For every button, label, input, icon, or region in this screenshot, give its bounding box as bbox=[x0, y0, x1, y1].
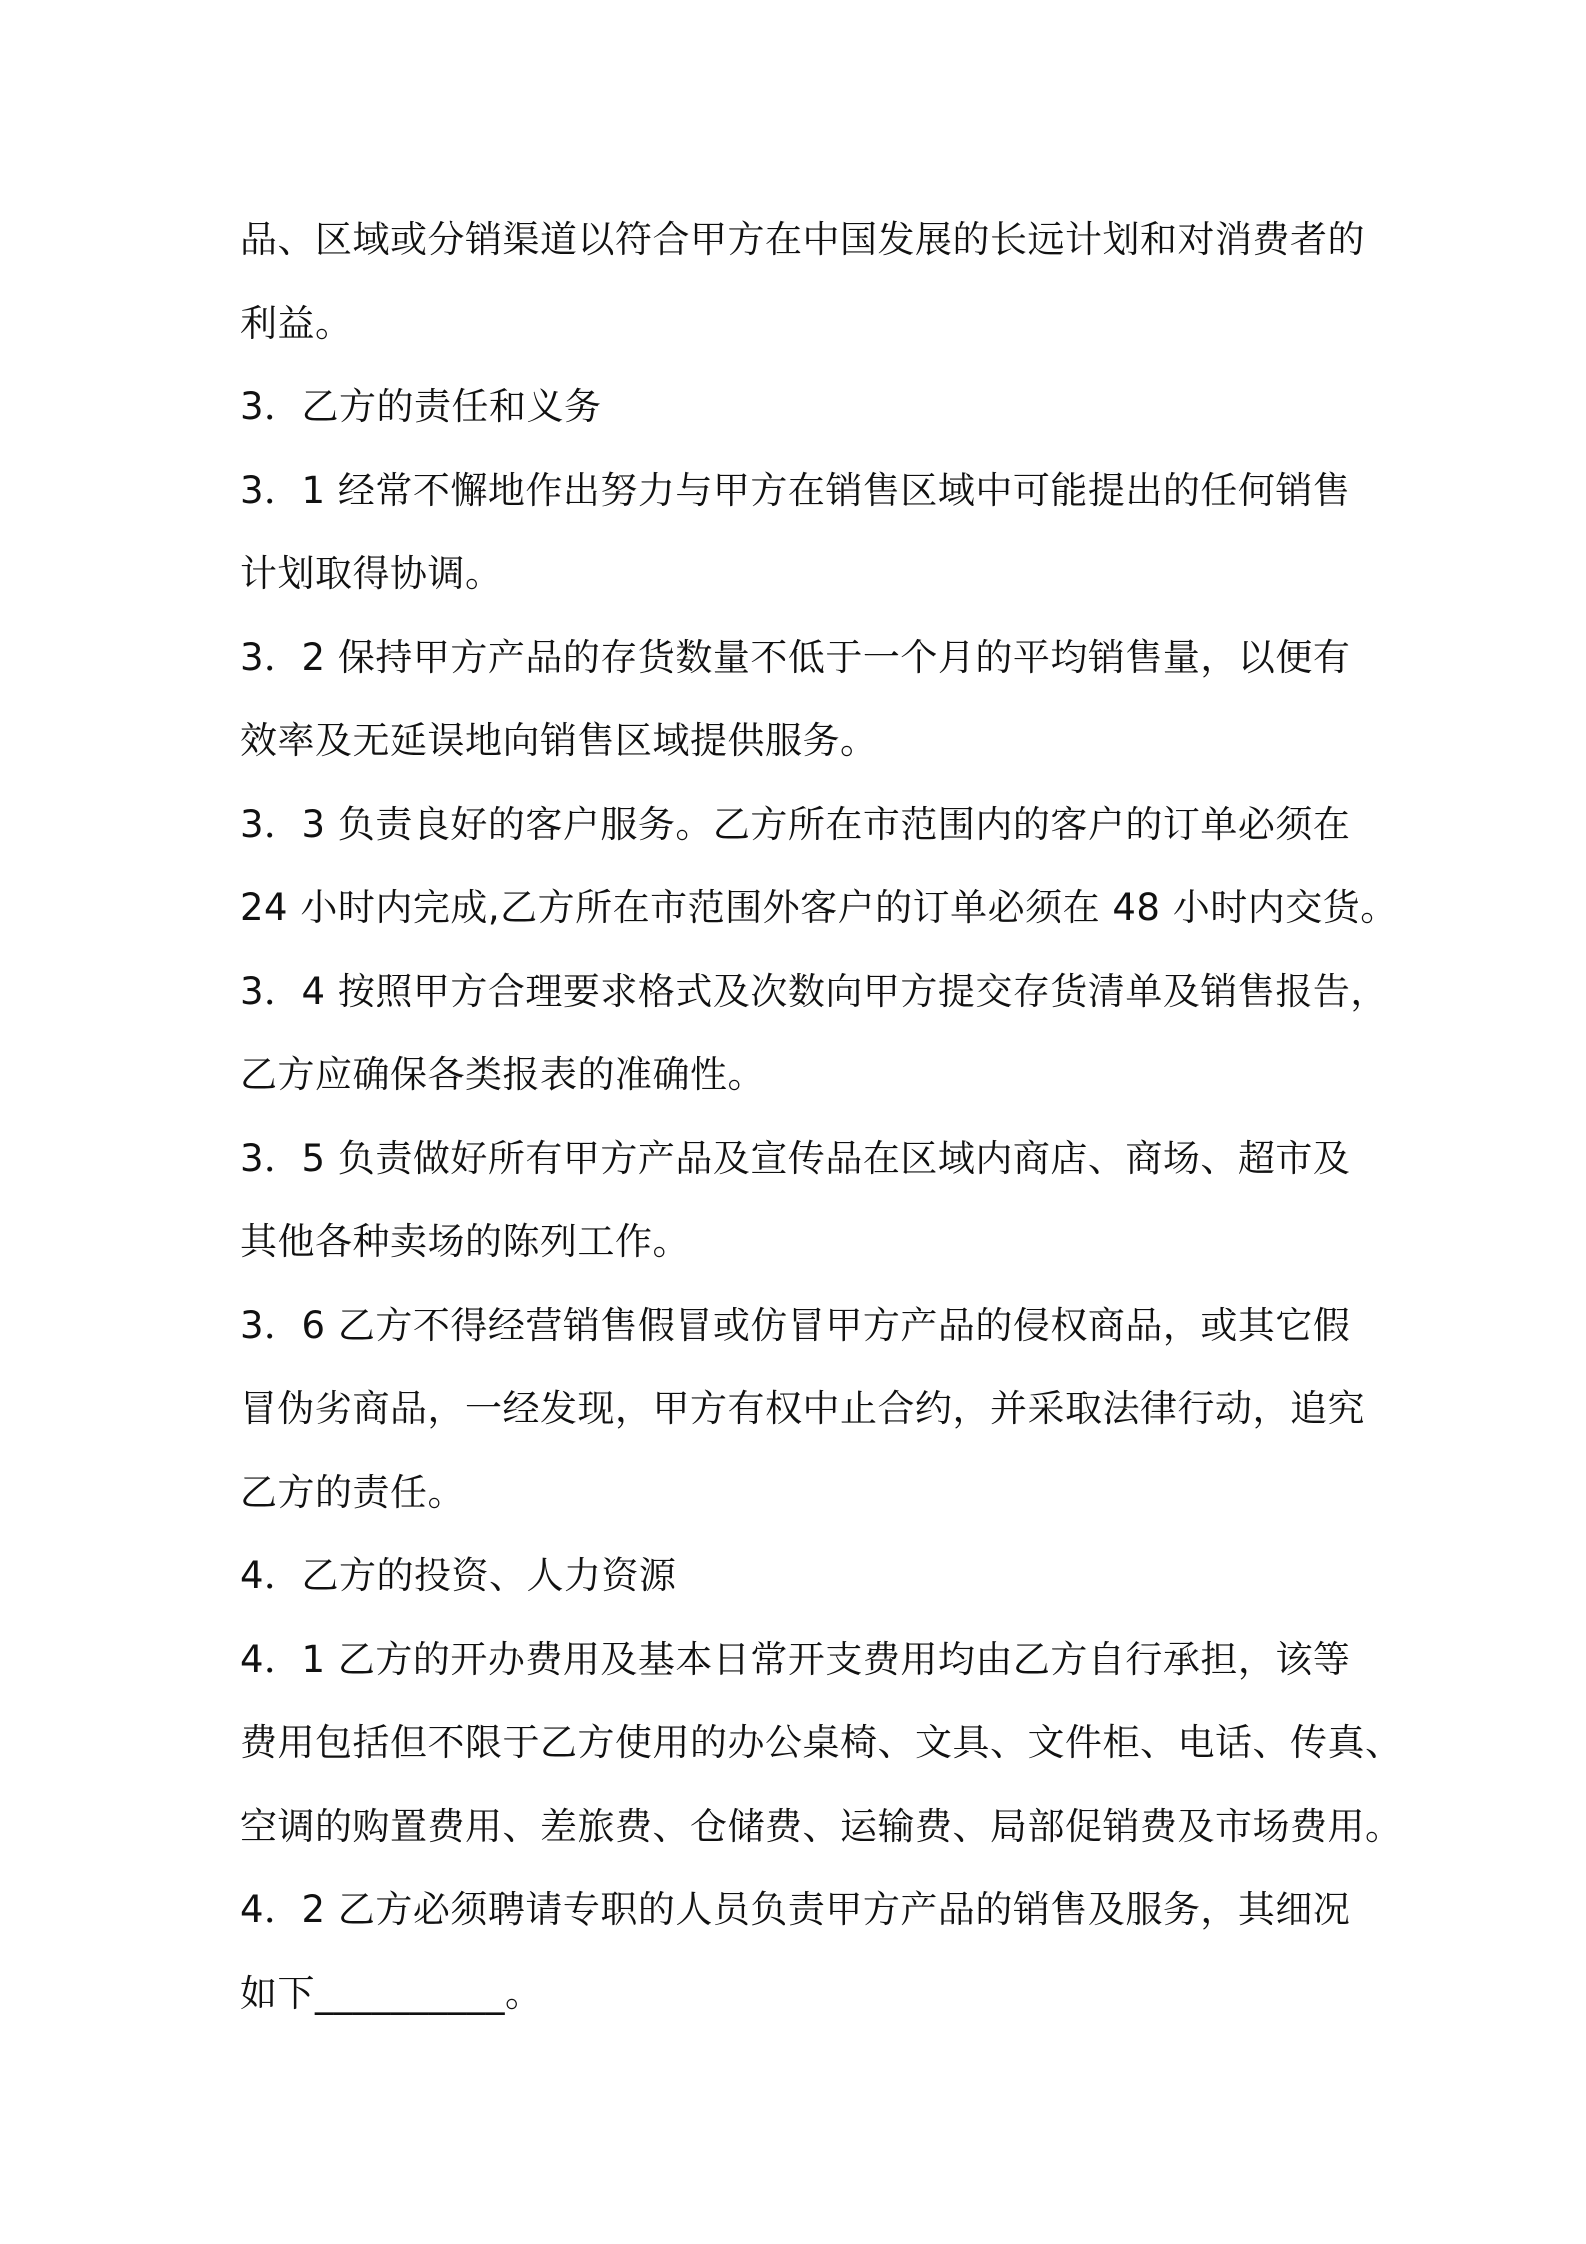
text-line: 4．2 乙方必须聘请专职的人员负责甲方产品的销售及服务，其细况 bbox=[240, 1888, 1351, 1931]
section-heading: 3．乙方的责任和义务 bbox=[240, 385, 602, 428]
text-line: 3．3 负责良好的客户服务。乙方所在市范围内的客户的订单必须在 bbox=[240, 802, 1351, 846]
section-heading: 4．乙方的投资、人力资源 bbox=[240, 1554, 677, 1597]
text-line: 乙方的责任。 bbox=[240, 1470, 465, 1514]
text-line: 乙方应确保各类报表的准确性。 bbox=[240, 1053, 765, 1096]
text-line: 3．4 按照甲方合理要求格式及次数向甲方提交存货清单及销售报告， bbox=[240, 969, 1388, 1013]
text-line: 3．5 负责做好所有甲方产品及宣传品在区域内商店、商场、超市及 bbox=[240, 1136, 1351, 1180]
text-line: 费用包括但不限于乙方使用的办公桌椅、文具、文件柜、电话、传真、 bbox=[240, 1721, 1403, 1764]
text-line: 利益。 bbox=[240, 301, 353, 345]
text-line: 空调的购置费用、差旅费、仓储费、运输费、局部促销费及市场费用。 bbox=[240, 1804, 1403, 1848]
text-line: 计划取得协调。 bbox=[240, 552, 503, 595]
text-line: 4．1 乙方的开办费用及基本日常开支费用均由乙方自行承担，该等 bbox=[240, 1637, 1351, 1681]
text-line: 3．2 保持甲方产品的存货数量不低于一个月的平均销售量，以便有 bbox=[240, 635, 1351, 679]
text-line: 3．6 乙方不得经营销售假冒或仿冒甲方产品的侵权商品，或其它假 bbox=[240, 1303, 1351, 1347]
text-line: 如下__________。 bbox=[240, 1971, 543, 2015]
text-line: 效率及无延误地向销售区域提供服务。 bbox=[240, 719, 878, 762]
text-line: 其他各种卖场的陈列工作。 bbox=[240, 1220, 690, 1263]
text-line: 3．1 经常不懈地作出努力与甲方在销售区域中可能提出的任何销售 bbox=[240, 468, 1351, 512]
document-body bbox=[240, 198, 1403, 2035]
text-line: 品、区域或分销渠道以符合甲方在中国发展的长远计划和对消费者的 bbox=[240, 218, 1365, 261]
text-line: 24 小时内完成,乙方所在市范围外客户的订单必须在 48 小时内交货。 bbox=[240, 886, 1398, 929]
text-line: 冒伪劣商品，一经发现，甲方有权中止合约，并采取法律行动，追究 bbox=[240, 1387, 1365, 1430]
